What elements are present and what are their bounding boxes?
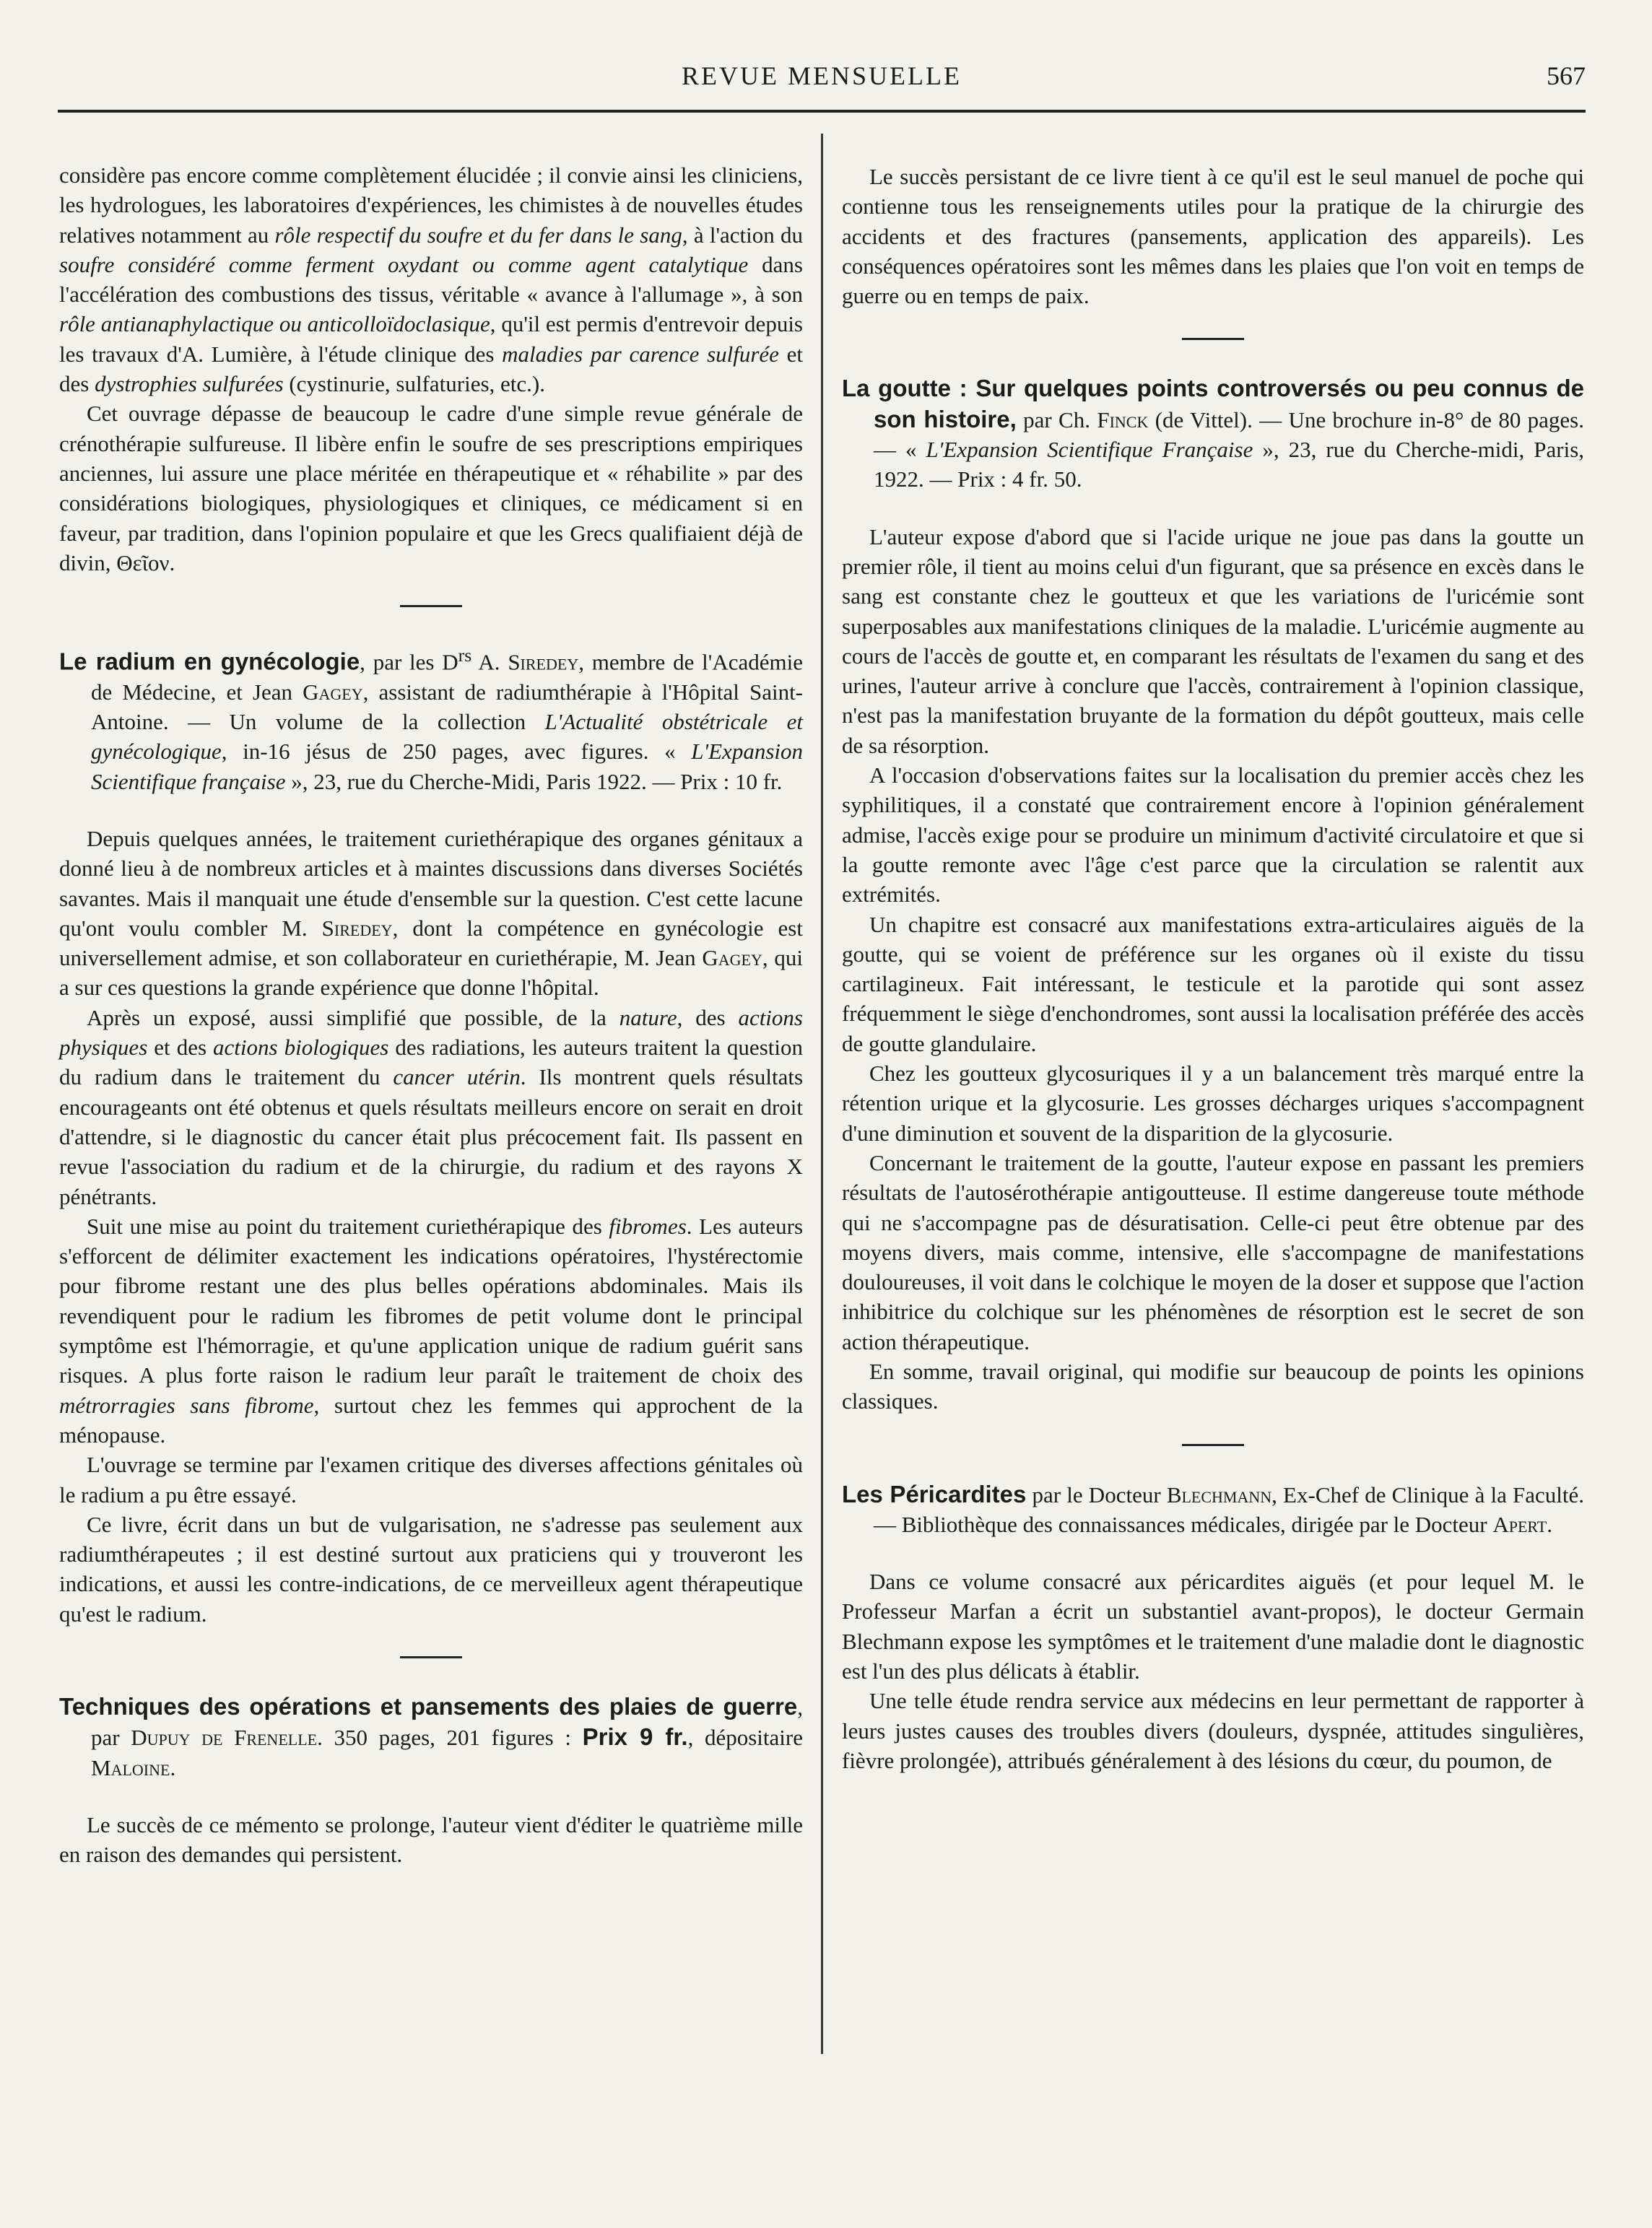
running-title: REVUE MENSUELLE <box>682 61 962 90</box>
radium-paragraph-3: Suit une mise au point du traitement curiethérapique des fibromes. Les auteurs s'efforcent de délimiter exactement les indications opératoires, l'hystérectomie pour fibrome restant une des plus belles opérations abdominales. Mais ils revendiquent pour le radium les fibromes de petit volume dont le principal symptôme est l'hémorragie, et qu'une application unique de radium guérit sans risques. A plus forte raison le radium leur paraît le traitement de choix des métrorragies sans fibrome, surtout chez les femmes qui approchent de la ménopause. <box>59 1213 804 1448</box>
pericardites-paragraph-1: Dans ce volume consacré aux péricardites aiguës (et pour lequel M. le Professeur Marfan a écrit un substantiel avant-propos), le docteur Germain Blechmann expose les symptômes et le traitement d'une maladie dont le diagnostic est l'un des plus délicats à établir. <box>842 1569 1584 1684</box>
radium-entry-title: Le radium en gynécologie <box>59 648 360 675</box>
radium-paragraph-5: Ce livre, écrit dans un but de vulgarisation, ne s'adresse pas seulement aux radiumthérapeutes ; il est destiné surtout aux praticiens qui y trouveront les indications, et aussi les contre-indications, de ce merveilleux agent thérapeutique qu'est le radium. <box>59 1511 803 1627</box>
radium-paragraph-1: Depuis quelques années, le traitement curiethérapique des organes génitaux a donné lieu à de nombreux articles et à maintes discussions dans diverses Sociétés savantes. Mais il manquait une étude d'ensemble sur la question. C'est cette lacune qu'ont voulu combler M. Siredey, dont la compétence en gynécologie est universellement admise, et son collaborateur en curiethérapie, M. Jean Gagey, qui a sur ces questions la grande expérience que donne l'hôpital. <box>59 825 803 1001</box>
pericardites-entry-heading: Les Péricardites par le Docteur Blechmann, Ex-Chef de Clinique à la Faculté. — Bibliothèque des connaissances médicales, dirigée par le Docteur Apert. <box>842 1480 1585 1537</box>
goutte-entry-heading: La goutte : Sur quelques points controversés ou peu connus de son histoire, par Ch. Finck (de Vittel). — Une brochure in-8° de 80 pages. — « L'Expansion Scientifique Française », 23, rue du Cherche-midi, Paris, 1922. — Prix : 4 fr. 50. <box>842 375 1585 492</box>
pericardites-paragraph-2: Une telle étude rendra service aux médecins en leur permettant de rapporter à leurs justes causes des troubles divers (douleurs, dyspnée, attitudes singulières, fièvre prolongée), attribués généralement à des lésions du cœur, du poumon, de <box>842 1688 1584 1773</box>
radium-paragraph-4: L'ouvrage se termine par l'examen critique des diverses affections génitales où le radium a pu être essayé. <box>59 1452 803 1507</box>
techniques-paragraph-2: Le succès persistant de ce livre tient à ce qu'il est le seul manuel de poche qui contienne tous les renseignements utiles pour la pratique de la chirurgie des accidents et des fractures (pansements, application des appareils). Les conséquences opératoires sont les mêmes dans les plaies que l'on voit en temps de guerre ou en temps de paix. <box>842 164 1584 309</box>
goutte-paragraph-1: L'auteur expose d'abord que si l'acide urique ne joue pas dans la goutte un premier rôle, il tient au moins celui d'un figurant, que sa présence en excès dans le sang est constante chez le goutteux et que les variations de l'uricémie sont superposables aux manifestations cliniques de la maladie. L'uricémie augmente au cours de l'accès de goutte et, en comparant les résultats de l'examen du sang et des urines, l'auteur arrive à conclure que l'accès, contrairement à l'opinion classique, n'est pas la manifestation bruyante de la formation du dépôt goutteux, mais celle de sa résorption. <box>842 523 1584 758</box>
techniques-entry-title: Techniques des opérations et pansements des plaies de guerre <box>59 1692 798 1720</box>
section-separator <box>1182 1444 1244 1446</box>
soufre-review-end: considère pas encore comme complètement élucidée ; il convie ainsi les cliniciens, les hydrologues, les laboratoires d'expériences, les chimistes à de nouvelles études relatives notamment au rôle respectif du soufre et du fer dans le sang, à l'action du soufre considéré comme ferment oxydant ou comme agent catalytique dans l'accélération des combustions des tissus, véritable « avance à l'allumage », à son rôle antianaphylactique ou anticolloïdoclasique, qu'il est permis d'entrevoir depuis les travaux d'A. Lumière, à l'étude clinique des maladies par carence sulfurée et des dystrophies sulfurées (cystinurie, sulfaturies, etc.). <box>59 162 804 397</box>
right-column <box>842 162 1584 1775</box>
techniques-entry-heading: Techniques des opérations et pansements des plaies de guerre, par Dupuy de Frenelle. 350 pages, 201 figures : Prix 9 fr., dépositaire Maloine. <box>59 1692 803 1780</box>
goutte-paragraph-5: Concernant le traitement de la goutte, l'auteur expose en passant les premiers résultats de l'autosérothérapie antigoutteuse. Il estime dangereuse toute méthode qui ne s'accompagne pas de désuratisation. Celle-ci peut être obtenue par des moyens divers, mais comme, intensive, elle s'accompagne de manifestations douloureuses, il voit dans le colchique le moyen de la doser et suppose que l'action inhibitrice du colchique sur les phénomènes de résorption est le secret de son action thérapeutique. <box>842 1149 1584 1354</box>
page-number: 567 <box>1547 61 1586 90</box>
section-separator <box>400 1656 462 1658</box>
goutte-paragraph-4: Chez les goutteux glycosuriques il y a un balancement très marqué entre la rétention urique et la glycosurie. Les grosses décharges uriques s'accompagnent d'une diminution et souvent de la disparition de la glycosurie. <box>842 1061 1584 1146</box>
radium-entry-heading: Le radium en gynécologie, par les $D^{rs}$ A. Siredey, membre de l'Académie de Médecine, et Jean Gagey, assistant de radiumthérapie à l'Hôpital Saint-Antoine. — Un volume de la collection L'Actualité obstétricale et gynécologique, in-16 jésus de 250 pages, avec figures. « L'Expansion Scientifique française », 23, rue du Cherche-Midi, Paris 1922. — Prix : 10 fr. <box>59 645 804 794</box>
column-divider <box>821 134 823 2054</box>
section-separator <box>400 605 462 607</box>
goutte-paragraph-3: Un chapitre est consacré aux manifestations extra-articulaires aiguës de la goutte, qui se voient de préférence sur les organes où il existe du tissu cartilagineux. Fait intéressant, le testicule et la parotide qui sont assez fréquemment le siège d'enchondromes, sont aussi la localisation préférée des accès de goutte glandulaire. <box>842 911 1584 1056</box>
techniques-paragraph-1: Le succès de ce mémento se prolonge, l'auteur vient d'éditer le quatrième mille en raison des demandes qui persistent. <box>59 1811 803 1868</box>
soufre-review-conclusion: Cet ouvrage dépasse de beaucoup le cadre d'une simple revue générale de crénothérapie sulfureuse. Il libère enfin le soufre de ses prescriptions empiriques anciennes, lui assure une place méritée en thérapeutique et « réhabilite » par des considérations biologiques, physiologiques et cliniques, ce médicament si en faveur, par tradition, dans l'opinion populaire et que les Grecs qualifiaient déjà de divin, Θεῖον. <box>59 401 803 575</box>
pericardites-entry-title: Les Péricardites <box>842 1480 1027 1507</box>
goutte-paragraph-6: En somme, travail original, qui modifie sur beaucoup de points les opinions classiques. <box>842 1358 1584 1414</box>
goutte-entry-title: La goutte : Sur quelques points controversés ou peu connus de son histoire, <box>842 375 1584 432</box>
section-separator <box>1182 338 1244 340</box>
left-column <box>59 160 803 1869</box>
goutte-paragraph-2: A l'occasion d'observations faites sur la localisation du premier accès chez les syphilitiques, il a constaté que contrairement encore à l'opinion généralement admise, l'accès exige pour se produire un minimum d'activité circulatoire et que si la goutte remonte avec l'âge c'est parce que la circulation se ralentit aux extrémités. <box>842 762 1584 908</box>
page-header <box>58 56 1586 113</box>
radium-paragraph-2: Après un exposé, aussi simplifié que possible, de la nature, des actions physiques et des actions biologiques des radiations, les auteurs traitent la question du radium dans le traitement du cancer utérin. Ils montrent quels résultats encourageants ont été obtenus et quels résultats meilleurs encore on serait en droit d'attendre, si le diagnostic du cancer était plus précocement fait. Ils passent en revue l'association du radium et de la chirurgie, du radium et des rayons X pénétrants. <box>59 1004 804 1209</box>
